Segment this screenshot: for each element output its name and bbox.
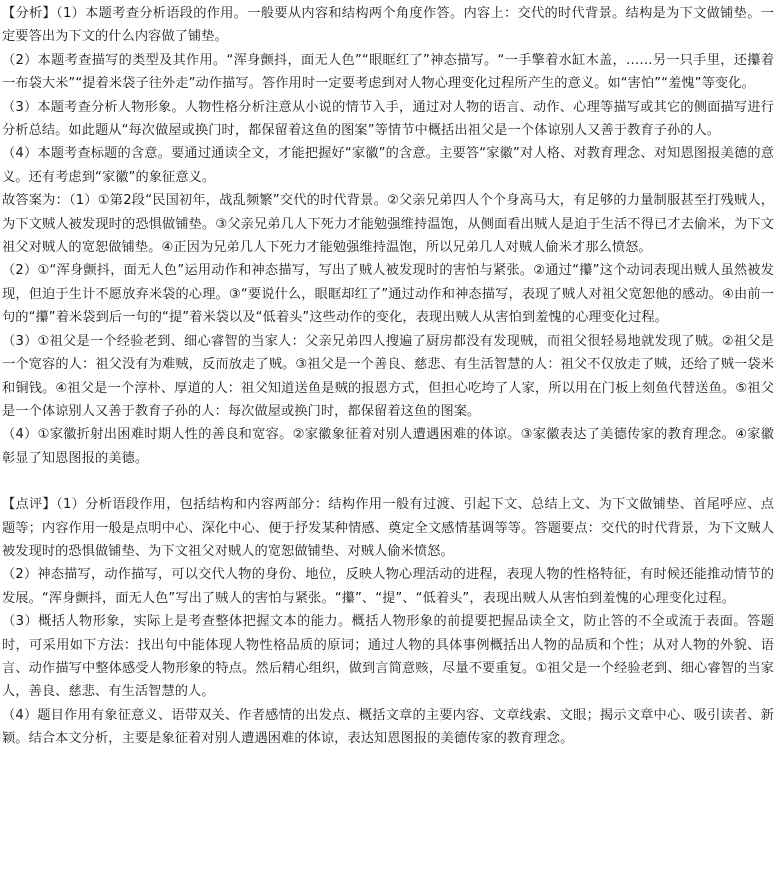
answer-paragraph-3: （3）①祖父是一个经验老到、细心睿智的当家人：父亲兄弟四人搜遍了厨房都没有发现贼，而祖父很轻易地就发现了贼。②祖父是一个宽容的人：祖父没有为难贼，反而放走了贼。③祖父是一个善良、慈悲、有生活智慧的人：祖父不仅放走了贼，还给了贼一袋米和铜钱。④祖父是一个淳朴、厚道的人：祖父知道送鱼是贼的报恩方式，但担心吃垮了人家，所以用在门板上刻鱼代替送鱼。⑤祖父是一个体谅别人又善于教育子孙的人：每次做屋或换门时，都保留着这鱼的图案。 <box>2 333 774 419</box>
analysis-paragraph-3: （3）本题考查分析人物形象。人物性格分析注意从小说的情节入手，通过对人物的语言、动作、心理等描写或其它的侧面描写进行分析总结。如此题从“每次做屋或换门时，都保留着这鱼的图案”等情节中概括出祖父是一个体谅别人又善于教育子孙的人。 <box>2 99 774 139</box>
comment-section <box>2 493 774 750</box>
analysis-paragraph-2: （2）本题考查描写的类型及其作用。“浑身颤抖，面无人色”“眼眶红了”神态描写。“一手擎着水缸木盖，……另一只手里，还攥着一布袋大米”“提着米袋子往外走”动作描写。答作用时一定要考虑到对人物心理变化过程所产生的意义。如“害怕”“羞愧”等变化。 <box>2 52 774 92</box>
answer-section <box>2 189 774 470</box>
answer-paragraph-1: 故答案为：（1）①第2段“民国初年，战乱频繁”交代的时代背景。②父亲兄弟四人个个身高马大，有足够的力量制服甚至打残贼人，为下文贼人被发现时的恐惧做铺垫。③父亲兄弟几人下死力才能勉强维持温饱，从侧面看出贼人是迫于生活不得已才去偷米，为下文祖父对贼人的宽恕做铺垫。④正因为兄弟几人下死力才能勉强维持温饱，所以兄弟几人对贼人偷米才那么愤怒。 <box>2 193 774 256</box>
answer-paragraph-4: （4）①家徽折射出困难时期人性的善良和宽容。②家徽象征着对别人遭遇困难的体谅。③家徽表达了美德传家的教育理念。④家徽彰显了知恩图报的美德。 <box>2 427 774 466</box>
analysis-paragraph-4: （4）本题考查标题的含意。要通过通读全文，才能把握好“家徽”的含意。主要答“家徽”对人格、对教育理念、对知恩图报美德的意义。还有考虑到“家徽”的象征意义。 <box>2 146 774 185</box>
comment-paragraph-4: （4）题目作用有象征意义、语带双关、作者感情的出发点、概括文章的主要内容、文章线索、文眼；揭示文章中心、吸引读者、新颖。结合本文分析，主要是象征着对别人遭遇困难的体谅，表达知恩图报的美德传家的教育理念。 <box>2 707 774 747</box>
comment-paragraph-2: （2）神态描写，动作描写，可以交代人物的身份、地位，反映人物心理活动的进程，表现人物的性格特征，有时候还能推动情节的发展。“浑身颤抖，面无人色”写出了贼人的害怕与紧张。“攥”、“提”、“低着头”，表现出贼人从害怕到羞愧的心理变化过程。 <box>2 567 774 606</box>
comment-paragraph-3: （3）概括人物形象，实际上是考查整体把握文本的能力。概括人物形象的前提要把握品读全文，防止答的不全或流于表面。答题时，可采用如下方法：找出句中能体现人物性格品质的原词；通过人物的具体事例概括出人物的品质和个性；从对人物的外貌、语言、动作描写中整体感受人物形象的特点。然后精心组织，做到言简意赅，尽量不要重复。①祖父是一个经验老到、细心睿智的当家人，善良、慈悲、有生活智慧的人。 <box>2 614 774 700</box>
comment-paragraph-1: 【点评】（1）分析语段作用，包括结构和内容两部分：结构作用一般有过渡、引起下文、总结上文、为下文做铺垫、首尾呼应、点题等；内容作用一般是点明中心、深化中心、便于抒发某种情感、奠定全文感情基调等等。答题要点：交代的时代背景，为下文贼人被发现时的恐惧做铺垫、为下文祖父对贼人的宽恕做铺垫、对贼人偷米愤怒。 <box>2 497 774 559</box>
analysis-section <box>2 2 774 189</box>
analysis-paragraph-1: 【分析】（1）本题考查分析语段的作用。一般要从内容和结构两个角度作答。内容上：交代的时代背景。结构是为下文做铺垫。一定要答出为下文的什么内容做了铺垫。 <box>2 6 774 45</box>
answer-paragraph-2: （2）①“浑身颤抖，面无人色”运用动作和神态描写，写出了贼人被发现时的害怕与紧张。②通过“攥”这个动词表现出贼人虽然被发现，但迫于生计不愿放弃米袋的心理。③“要说什么，眼眶却红了”通过动作和神态描写，表现了贼人对祖父宽恕他的感动。④由前一句的“攥”着米袋到后一句的“提”着米袋以及“低着头”这些动作的变化，表现出贼人从害怕到羞愧的心理变化过程。 <box>2 263 774 326</box>
section-spacer <box>2 470 774 493</box>
